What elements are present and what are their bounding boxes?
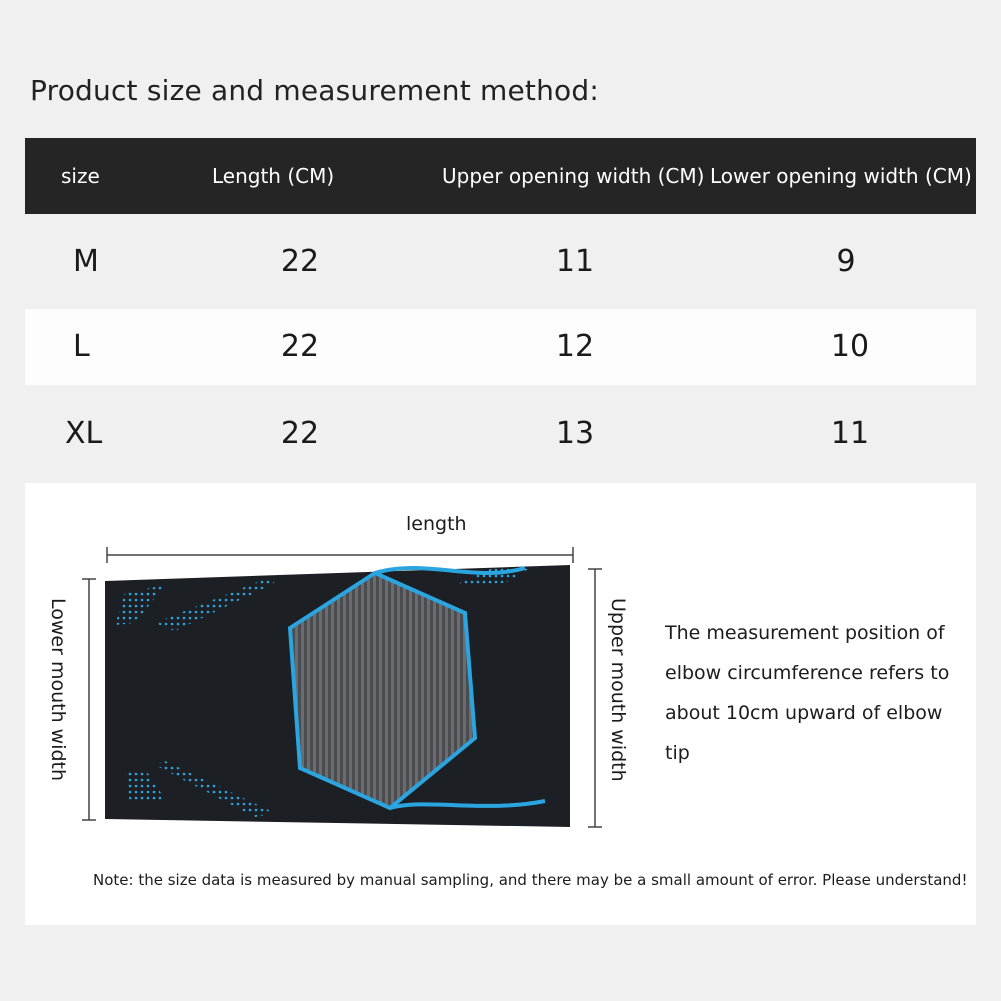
header-lower-width: Lower opening width (CM) — [710, 164, 972, 188]
measurement-description: The measurement position of elbow circumference refers to about 10cm upward of elbow tip — [665, 622, 950, 764]
header-length: Length (CM) — [212, 164, 335, 188]
row-length: 22 — [280, 416, 320, 451]
row-upper: 13 — [555, 416, 595, 451]
table-row — [25, 309, 976, 385]
row-lower: 11 — [830, 416, 870, 451]
length-label: length — [406, 513, 467, 535]
row-length: 22 — [280, 329, 320, 364]
row-length: 22 — [280, 244, 320, 279]
table-row — [25, 396, 976, 472]
size-table-header — [25, 138, 976, 214]
note-text: Note: the size data is measured by manual sampling, and there may be a small amount of error. Please understand! — [93, 871, 968, 889]
header-size: size — [61, 164, 100, 188]
row-lower: 10 — [830, 329, 870, 364]
header-upper-width: Upper opening width (CM) — [442, 164, 705, 188]
lower-mouth-label: Lower mouth width — [47, 598, 69, 782]
page-title: Product size and measurement method: — [30, 74, 599, 107]
upper-mouth-label: Upper mouth width — [607, 598, 629, 782]
table-row — [25, 224, 976, 300]
row-upper: 12 — [555, 329, 595, 364]
row-size: XL — [65, 416, 103, 451]
measurement-diagram-panel — [25, 483, 976, 925]
row-lower: 9 — [836, 244, 856, 279]
row-size: M — [73, 244, 99, 279]
row-size: L — [73, 329, 90, 364]
row-upper: 11 — [555, 244, 595, 279]
